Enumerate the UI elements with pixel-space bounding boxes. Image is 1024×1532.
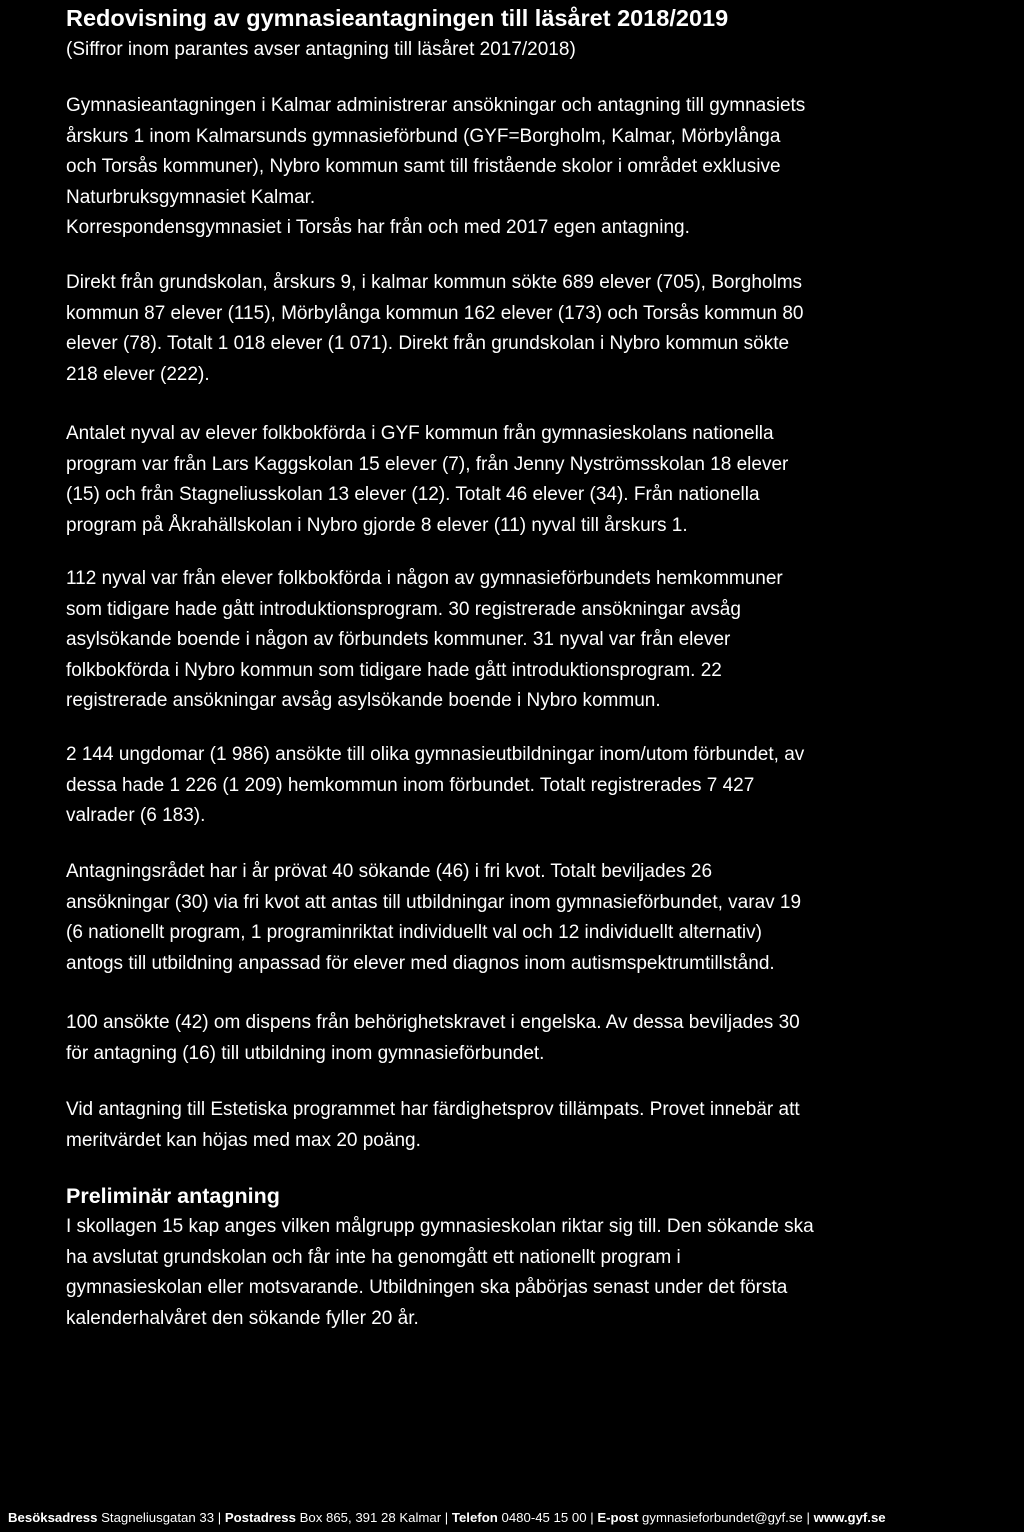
footer-visit-address: Stagneliusgatan 33 (101, 1510, 215, 1525)
paragraph-applicants (66, 268, 966, 390)
footer-phone-label: Telefon (451, 1510, 498, 1525)
text-line: elever (78). Totalt 1 018 elever (1 071). Direkt från grundskolan i Nybro kommun sökte (66, 333, 790, 354)
text-line: antogs till utbildning anpassad för elever med diagnos inom autismspektrumtillstånd. (66, 952, 775, 974)
footer-separator: | (590, 1510, 594, 1525)
text-line: kalenderhalvåret den sökande fyller 20 år. (66, 1307, 419, 1329)
text-line: Antagningsrådet har i år prövat 40 sökande (46) i fri kvot. Totalt beviljades 26 (66, 861, 713, 882)
text-line: gymnasieskolan eller motsvarande. Utbildningen ska påbörjas senast under det första (66, 1277, 788, 1298)
paragraph-intro (66, 91, 966, 244)
text-line: dessa hade 1 226 (1 209) hemkommun inom förbundet. Totalt registrerades 7 427 (66, 774, 755, 796)
footer-phone-number: 0480-45 15 00 (501, 1510, 587, 1525)
text-line: I skollagen 15 kap anges vilken målgrupp gymnasieskolan riktar sig till. Den sökande ska (66, 1216, 814, 1237)
footer-post-address: Box 865, 391 28 Kalmar (299, 1510, 442, 1525)
text-line: folkbokförda i Nybro kommun som tidigare hade gått introduktionsprogram. 22 (66, 659, 722, 681)
page-footer (8, 1509, 886, 1527)
footer-visit-label: Besöksadress (8, 1510, 98, 1525)
paragraph-aesthetic-programme (66, 1095, 966, 1156)
text-line: Direkt från grundskolan, årskurs 9, i kalmar kommun sökte 689 elever (705), Borgholms (66, 272, 803, 293)
section-heading-preliminary: Preliminär antagning (66, 1184, 280, 1208)
footer-separator: | (444, 1510, 449, 1525)
document-title: Redovisning av gymnasieantagningen till läsåret 2018/2019 (66, 5, 729, 31)
paragraph-dispensation (66, 1008, 966, 1069)
text-line: kommun 87 elever (115), Mörbylånga kommun 162 elever (173) och Torsås kommun 80 (66, 302, 804, 324)
footer-separator: | (217, 1510, 222, 1525)
text-line: som tidigare hade gått introduktionsprogram. 30 registrerade ansökningar avsåg (66, 598, 741, 620)
paragraph-new-choices (66, 419, 966, 541)
text-line: program på Åkrahällskolan i Nybro gjorde 8 elever (11) nyval till årskurs 1. (66, 514, 688, 536)
paragraph-introduction-programme (66, 564, 966, 717)
text-line: 218 elever (222). (66, 363, 210, 385)
text-line: meritvärdet kan höjas med max 20 poäng. (66, 1129, 421, 1151)
footer-separator: | (806, 1510, 810, 1525)
text-line: Korrespondensgymnasiet i Torsås har från och med 2017 egen antagning. (66, 217, 690, 238)
text-line: för antagning (16) till utbildning inom gymnasieförbundet. (66, 1042, 545, 1064)
text-line: 100 ansökte (42) om dispens från behörighetskravet i engelska. Av dessa beviljades 30 (66, 1012, 800, 1033)
text-line: asylsökande boende i någon av förbundets kommuner. 31 nyval var från elever (66, 629, 731, 650)
text-line: Gymnasieantagningen i Kalmar administrerar ansökningar och antagning till gymnasiets (66, 95, 806, 116)
text-line: valrader (6 183). (66, 805, 206, 826)
text-line: ha avslutat grundskolan och får inte ha genomgått ett nationellt program i (66, 1246, 681, 1268)
text-line: 2 144 ungdomar (1 986) ansökte till olika gymnasieutbildningar inom/utom förbundet, av (66, 744, 805, 765)
text-line: Antalet nyval av elever folkbokförda i GYF kommun från gymnasieskolans nationella (66, 423, 774, 444)
paragraph-free-quota (66, 857, 966, 979)
text-line: registrerade ansökningar avsåg asylsökande boende i Nybro kommun. (66, 690, 661, 711)
paragraph-preliminary (66, 1212, 966, 1334)
footer-email-label: E-post (597, 1510, 639, 1525)
text-line: ansökningar (30) via fri kvot att antas till utbildningar inom gymnasieförbundet, varav 19 (66, 891, 802, 913)
text-line: och Torsås kommuner), Nybro kommun samt till fristående skolor i området exklusive (66, 156, 781, 177)
footer-email-link[interactable]: gymnasieforbundet@gyf.se (642, 1510, 803, 1525)
text-line: 112 nyval var från elever folkbokförda i någon av gymnasieförbundets hemkommuner (66, 568, 783, 589)
text-line: Naturbruksgymnasiet Kalmar. (66, 186, 316, 208)
footer-website-link[interactable]: www.gyf.se (813, 1510, 886, 1525)
text-line: (6 nationellt program, 1 programinriktat individuellt val och 12 individuellt alternativ) (66, 922, 762, 943)
text-line: årskurs 1 inom Kalmarsunds gymnasieförbund (GYF=Borgholm, Kalmar, Mörbylånga (66, 125, 781, 147)
text-line: (15) och från Stagneliusskolan 13 elever (12). Totalt 46 elever (34). Från nationella (66, 484, 760, 505)
document-subtitle: (Siffror inom parantes avser antagning till läsåret 2017/2018) (66, 39, 576, 60)
paragraph-totals (66, 740, 966, 832)
footer-post-label: Postadress (224, 1510, 296, 1525)
text-line: program var från Lars Kaggskolan 15 elever (7), från Jenny Nyströmsskolan 18 elever (66, 453, 789, 475)
text-line: Vid antagning till Estetiska programmet har färdighetsprov tillämpats. Provet innebär att (66, 1099, 800, 1120)
